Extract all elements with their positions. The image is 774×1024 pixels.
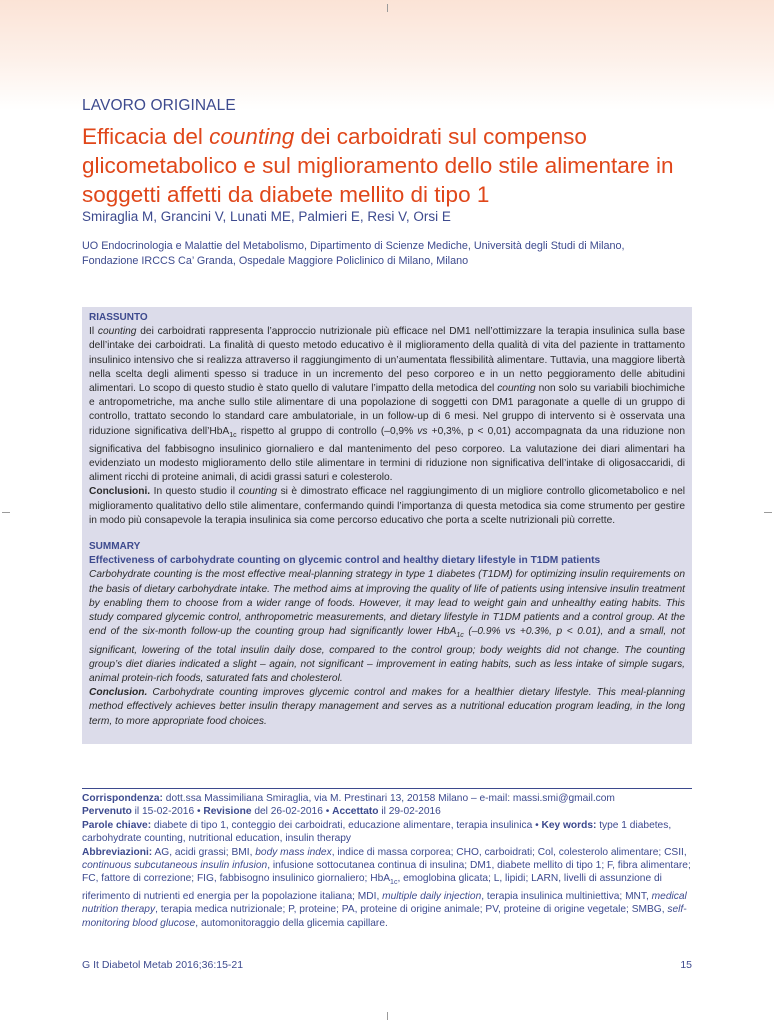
abbr-a6: , terapia medica nutrizionale; P, proteine; PA, proteine di origine animale; PV, proteine di origine vegetale; SMBG,	[155, 904, 668, 916]
kw-en-label: Key words:	[541, 819, 597, 831]
riassunto-text	[89, 325, 685, 485]
riassunto-s4: rispetto al gruppo di controllo (–0,9%	[236, 425, 418, 437]
acc-label: Accettato	[332, 806, 379, 818]
rev-label: Revisione	[203, 806, 252, 818]
abbr-sub: 1c	[390, 879, 398, 887]
corr-label: Corrispondenza:	[82, 793, 163, 804]
crop-mark-top	[387, 4, 388, 12]
affiliation-line1: UO Endocrinologia e Malattie del Metabolismo, Dipartimento di Scienze Mediche, Università degli Studi di Milano,	[82, 240, 625, 252]
riassunto-s2: dei carboidrati rappresenta l’approccio nutrizionale più efficace nel DM1 nell’ottimizzare la terapia insulinica sulla base dell’intake dei carboidrati. La finalità di questo metodo educativo è il miglioramento della qualità di vita del paziente in trattamento insulinico intensivo che si realizza attraverso il raggiungimento di un’aumentata flessibilità alimentare. Tuttavia, una maggiore libertà nella scelta degli alimenti spesso si traduce in un incremento del peso corporeo e in un netto peggioramento delle abitudini alimentari. Lo scopo di questo studio è stato quello di valutare l’impatto della metodica del	[89, 326, 685, 395]
title-italic: counting	[209, 124, 295, 149]
summary-conclusion	[89, 686, 685, 729]
crop-mark-left	[2, 512, 10, 513]
perv-text: il 15-02-2016 •	[131, 806, 204, 818]
riassunto-s5: +0,3%, p < 0,01) accompagnata da una riduzione non significativa del fabbisogno insulinico giornaliero e dal mantenimento del peso corporeo. La valutazione dei diari alimentari ha evidenziato un modesto miglioramento dello stile alimentare in termini di riduzione non significativa dell’intake di oligosaccaridi, di aliment ricchi di proteine animali, di acidi grassi saturi e colesterolo.	[89, 425, 685, 484]
riassunto-c1-it: counting	[238, 486, 278, 498]
correspondence	[82, 792, 694, 805]
crop-mark-bottom	[387, 1012, 388, 1020]
abbr-a4: , emoglobina glicata; L, lipidi; LARN, livelli di assunzione di riferimento di nutrienti ed energia per la popolazione italiana; MDI,	[82, 873, 662, 902]
perv-label: Pervenuto	[82, 806, 132, 818]
affiliation-line2: Fondazione IRCCS Ca’ Granda, Ospedale Maggiore Policlinico di Milano, Milano	[82, 255, 469, 267]
crop-mark-right	[764, 512, 772, 513]
summary-t1: Carbohydrate counting is the most effective meal-planning strategy in type 1 diabetes (T1DM) for optimizing insulin requirements on the basis of dietary carbohydrate intake. The method aims at improving the quality of life of patients using intensive insulin treatment by enabling them to choose from a wider range of foods. However, it may lead to weight gain and unhealthy eating habits. This study compared glycemic control, anthropometric measurements, and dietary lifestyle in T1DM patients and a control group. At the end of the six-month follow-up the counting group had significantly lower HbA	[89, 569, 685, 638]
page-number: 15	[680, 959, 692, 971]
corr-text: dott.ssa Massimiliana Smiraglia, via M. Prestinari 13, 20158 Milano – e-mail: massi.smi@gmail.com	[162, 793, 615, 804]
authors: Smiraglia M, Grancini V, Lunati ME, Palmieri E, Resi V, Orsi E	[82, 209, 451, 224]
title-part2: dei carboidrati sul compenso glicometabolico e sul miglioramento dello stile alimentare in soggetti affetti da diabete mellito di tipo 1	[82, 124, 674, 207]
summary-concl-label: Conclusion.	[89, 687, 148, 699]
journal-citation: G It Diabetol Metab 2016;36:15-21	[82, 959, 244, 971]
abbreviations	[82, 846, 694, 930]
riassunto-conclusion	[89, 485, 685, 528]
summary-sub: 1c	[456, 632, 464, 640]
riassunto-s2-it: counting	[497, 383, 536, 395]
abbr-a2: , indice di massa corporea; CHO, carboidrati; Col, colesterolo alimentare; CSII,	[331, 846, 687, 858]
riassunto-c2: si è dimostrato efficace nel raggiungimento di un migliore controllo glicometabolico e nel miglioramento qualitativo dello stile alimentare, confermando quindi l’importanza di questa metodica sia come strumento per gestire in modo più consapevole la terapia insulinica sia come percorso educativo che porta a scelte nutrizionali più corrette.	[89, 486, 686, 526]
riassunto-s4-it: vs	[417, 425, 428, 437]
riassunto-s1-it: counting	[97, 326, 137, 338]
abbr-label: Abbreviazioni:	[82, 846, 153, 858]
abbr-a2-it: continuous subcutaneous insulin infusion	[82, 860, 268, 872]
summary-c1: Carbohydrate counting improves glycemic control and makes for a healthier dietary lifestyle. This meal-planning method effectively achieves better insulin therapy management and serves as a nutritional education program leading, in the long term, to more appropriate food choices.	[89, 687, 685, 727]
summary-t2: (–0.9% vs +0.3%, p < 0.01), and a small, not significant, lowering of the total insulin daily dose, compared to the control group; body weights did not change. The counting group’s diet diaries indicated a slight – again, not significant – improvement in eating habits, such as less intake of simple sugars, animal protein-rich foods, saturated fats and cholesterol.	[89, 626, 685, 684]
affiliation	[82, 239, 702, 269]
rev-text: del 26-02-2016 •	[251, 806, 333, 818]
riassunto-s3: non solo su variabili biochimiche e antropometriche, ma anche sullo stile alimentare di una popolazione di soggetti con DM1 paragonate a quelle di un gruppo di controllo, trattato secondo lo standard care ambulatoriale, in un follow-up di 6 mesi. Nel gruppo di intervento si è osservata una riduzione significativa dell’HbA	[89, 383, 686, 437]
abbr-a4-it: multiple daily injection	[382, 890, 482, 902]
abbr-a5: , terapia insulinica multiniettiva; MNT,	[481, 890, 652, 902]
summary-subtitle: Effectiveness of carbohydrate counting on glycemic control and healthy dietary lifestyle in T1DM patients	[89, 555, 601, 567]
abstract-box	[82, 307, 692, 744]
footnote-rule	[82, 788, 692, 789]
title-part1: Efficacia del	[82, 124, 210, 149]
header-gradient	[0, 0, 774, 110]
riassunto-sub: 1c	[229, 431, 237, 439]
abbr-a7: , automonitoraggio della glicemia capillare.	[195, 917, 388, 929]
footnotes	[82, 792, 694, 930]
riassunto-c1: In questo studio il	[150, 486, 239, 498]
kw-label: Parole chiave:	[82, 819, 152, 831]
section-label: LAVORO ORIGINALE	[82, 97, 236, 114]
riassunto-concl-label: Conclusioni.	[89, 486, 151, 498]
abbr-a1: AG, acidi grassi; BMI,	[152, 846, 256, 858]
summary-text	[89, 568, 685, 686]
dates	[82, 805, 694, 818]
keywords	[82, 819, 694, 846]
riassunto-heading: RIASSUNTO	[89, 312, 148, 323]
kw-en-text: type 1 diabetes, carbohydrate counting, nutritional education, insulin therapy	[82, 819, 672, 845]
kw-text: diabete di tipo 1, conteggio dei carboidrati, educazione alimentare, terapia insulinica •	[151, 819, 542, 831]
abbr-a3: , infusione sottocutanea continua di insulina; DM1, diabete mellito di tipo 1; F, fibra alimentare; FC, fattore di correzione; FIG, fabbisogno insulinico giornaliero; HbA	[82, 860, 691, 885]
abbr-a6-it: self-monitoring blood glucose	[82, 904, 687, 929]
summary-heading: SUMMARY	[89, 541, 141, 553]
abbr-a5-it: medical nutrition therapy	[82, 890, 687, 916]
riassunto-s1: Il	[89, 326, 98, 338]
acc-text: il 29-02-2016	[378, 806, 441, 818]
abbr-a1-it: body mass index	[255, 846, 332, 858]
article-title	[82, 122, 722, 209]
